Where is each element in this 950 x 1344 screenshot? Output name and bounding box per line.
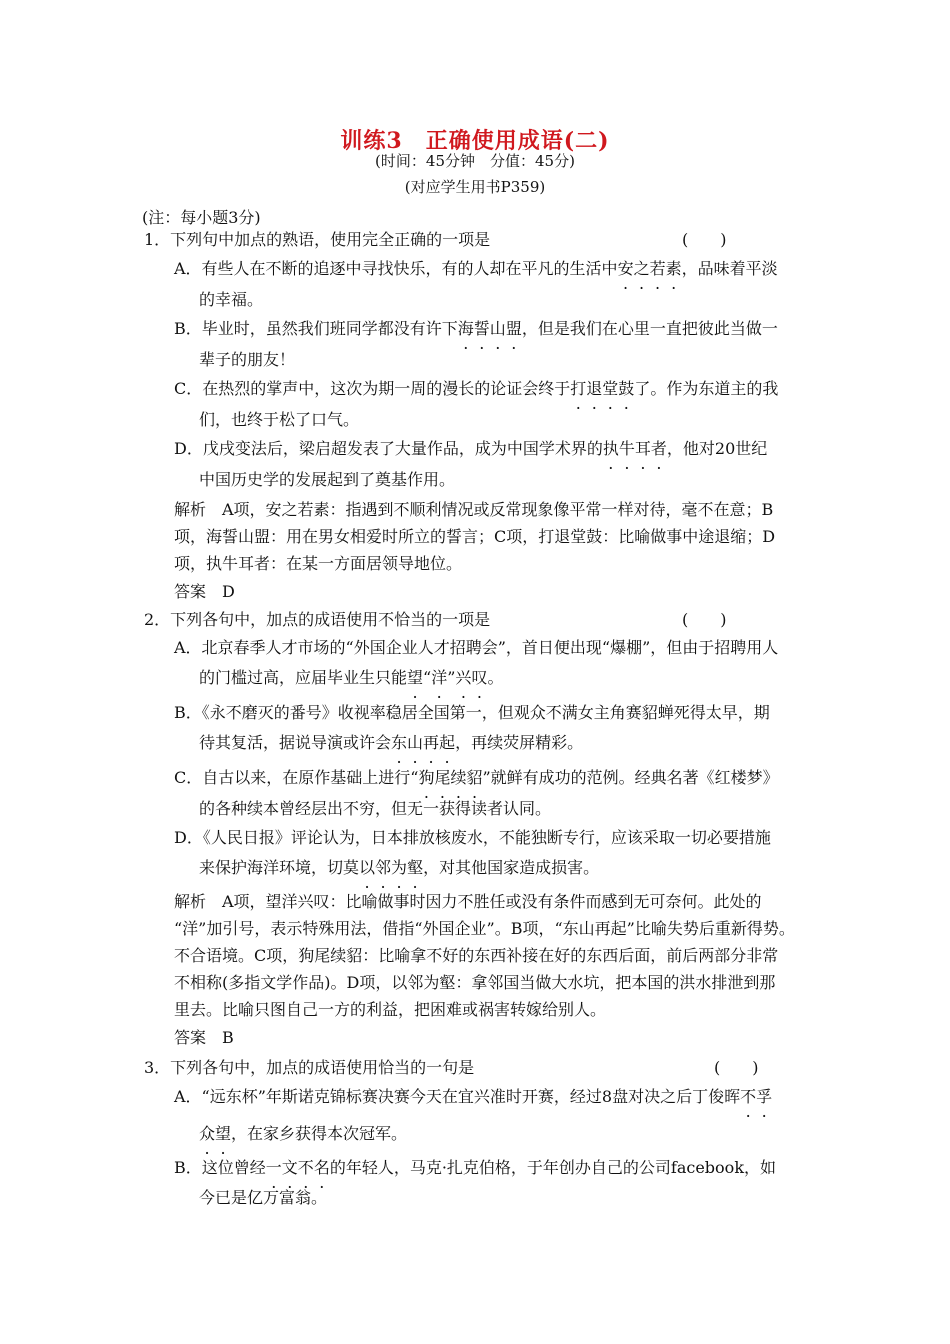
q1-c-dotted-idiom: 打退堂鼓 [570, 379, 635, 398]
q3-b-dotted-idiom: 一文不名 [265, 1158, 330, 1177]
q1-option-c-line2: 们，也终于松了口气。 [199, 410, 360, 429]
note-line: (注：每小题3分) [142, 208, 261, 227]
q2-explanation-line3: 不合语境。C项，狗尾续貂：比喻拿不好的东西补接在好的东西后面，前后两部分非常 [174, 946, 779, 965]
q2-explanation-line4: 不相称(多指文学作品)。D项，以邻为壑：拿邻国当做大水坑，把本国的洪水排泄到那 [174, 973, 776, 992]
q1-d-dotted-idiom: 执牛耳者 [602, 439, 667, 458]
q1-answer: 答案 D [174, 582, 235, 601]
book-reference: (对应学生用书P359) [404, 178, 546, 196]
q2-option-c-line2: 的各种续本曾经层出不穷，但无一获得读者认同。 [199, 799, 552, 818]
q1-option-b-line1: B．毕业时，虽然我们班同学都没有许下海誓山盟，但是我们在心里一直把彼此当做一 [174, 319, 778, 338]
q3-answer-paren: ( ) [714, 1058, 759, 1077]
q2-c-dotted-idiom: 狗尾续貂 [418, 768, 483, 787]
q2-option-b-line2: 待其复活，据说导演或许会东山再起，再续荧屏精彩。 [199, 733, 584, 752]
q1-option-a-line1: A．有些人在不断的追逐中寻找快乐，有的人却在平凡的生活中安之若素，品味着平淡 [174, 259, 778, 278]
q3-a-dotted-idiom-part2: 众望 [199, 1124, 232, 1143]
q2-option-a-line1: A．北京春季人才市场的“外国企业人才招聘会”，首日便出现“爆棚”，但由于招聘用人 [174, 638, 779, 657]
q3-option-a-line1: A．“远东杯”年斯诺克锦标赛决赛今天在宜兴准时开赛，经过8盘对决之后丁俊晖不孚 [174, 1087, 773, 1106]
q1-explanation-line2: 项，海誓山盟：用在男女相爱时所立的誓言；C项，打退堂鼓：比喻做事中途退缩；D [174, 527, 776, 546]
page-title: 训练3 正确使用成语(二) [340, 128, 610, 154]
q3-option-b-line1: B．这位曾经一文不名的年轻人，马克·扎克伯格，于年创办自己的公司facebook，如 [174, 1158, 777, 1177]
q1-a-dotted-idiom: 安之若素 [617, 259, 682, 278]
q1-answer-paren: ( ) [682, 230, 727, 249]
q2-answer-paren: ( ) [682, 610, 727, 629]
q2-explanation-line5: 里去。比喻只图自己一方的利益，把困难或祸害转嫁给别人。 [174, 1000, 607, 1019]
q2-d-dotted-idiom: 以邻为壑 [359, 858, 424, 877]
q1-b-dotted-idiom: 海誓山盟 [457, 319, 522, 338]
q1-option-b-line2: 辈子的朋友！ [199, 350, 296, 369]
q2-option-b-line1: B．《永不磨灭的番号》收视率稳居全国第一，但观众不满女主角赛貂蝉死得太早，期 [174, 703, 770, 722]
q2-b-dotted-idiom: 东山再起 [391, 733, 456, 752]
q2-explanation-line2: “洋”加引号，表示特殊用法，借指“外国企业”。B项，“东山再起”比喻失势后重新得势。 [174, 919, 795, 938]
q3-option-b-line2: 今已是亿万富翁。 [199, 1188, 328, 1207]
time-score-line: (时间：45分钟 分值：45分) [375, 152, 575, 170]
q2-option-d-line2: 来保护海洋环境，切莫以邻为壑，对其他国家造成损害。 [199, 858, 600, 877]
q2-option-c-line1: C．自古以来，在原作基础上进行“狗尾续貂”就鲜有成功的范例。经典名著《红楼梦》 [174, 768, 779, 787]
q3-option-a-line2: 众望，在家乡获得本次冠军。 [199, 1124, 408, 1143]
q1-option-d-line2: 中国历史学的发展起到了奠基作用。 [199, 470, 456, 489]
q2-explanation-line1: 解析 A项，望洋兴叹：比喻做事时因力不胜任或没有条件而感到无可奈何。此处的 [174, 892, 762, 911]
q1-option-a-line2: 的幸福。 [199, 290, 264, 309]
q2-answer: 答案 B [174, 1028, 234, 1047]
q2-stem: 2．下列各句中，加点的成语使用不恰当的一项是 [144, 610, 491, 629]
q1-stem: 1．下列句中加点的熟语，使用完全正确的一项是 [144, 230, 491, 249]
q3-a-dotted-idiom-part1: 不孚 [740, 1087, 773, 1106]
q1-option-d-line1: D．戊戌变法后，梁启超发表了大量作品，成为中国学术界的执牛耳者，他对20世纪 [174, 439, 768, 458]
q1-explanation-line3: 项，执牛耳者：在某一方面居领导地位。 [174, 554, 463, 573]
q2-a-dotted-idiom: 望“洋”兴叹 [407, 668, 488, 687]
q2-option-a-line2: 的门槛过高，应届毕业生只能望“洋”兴叹。 [199, 668, 504, 687]
q2-option-d-line1: D．《人民日报》评论认为，日本排放核废水，不能独断专行，应该采取一切必要措施 [174, 828, 771, 847]
q3-stem: 3．下列各句中，加点的成语使用恰当的一句是 [144, 1058, 475, 1077]
q1-explanation-line1: 解析 A项，安之若素：指遇到不顺利情况或反常现象像平常一样对待，毫不在意；B [174, 500, 774, 519]
q1-option-c-line1: C．在热烈的掌声中，这次为期一周的漫长的论证会终于打退堂鼓了。作为东道主的我 [174, 379, 779, 398]
